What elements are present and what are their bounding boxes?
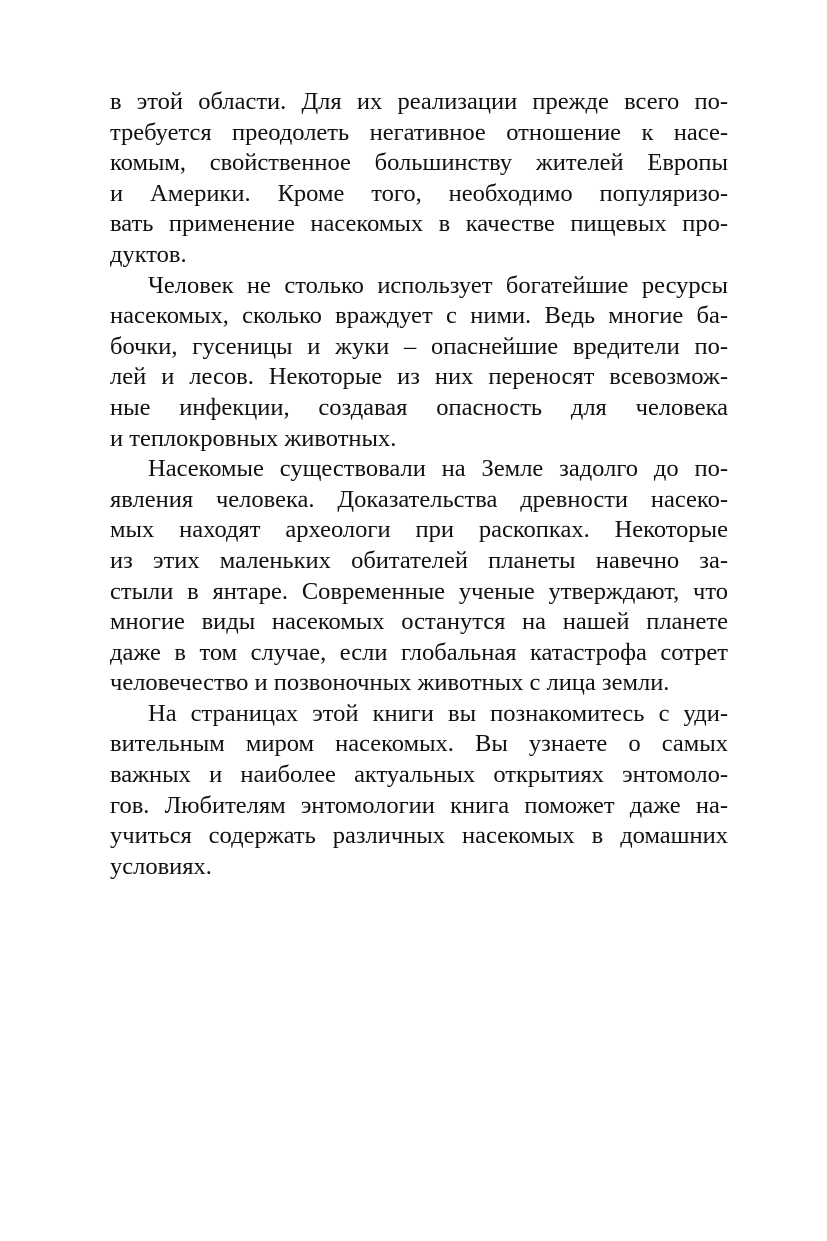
text-line: условиях. (110, 852, 212, 880)
text-line: комым, свойственное большинству жителей Европы (110, 149, 728, 177)
text-line: учиться содержать различных насекомых в домашних (110, 822, 728, 850)
text-line: требуется преодолеть негативное отношение к насе- (110, 118, 728, 146)
text-line: важных и наиболее актуальных открытиях энтомоло- (110, 761, 728, 789)
text-line: в этой области. Для их реализации прежде всего по- (110, 88, 728, 115)
text-line: На страницах этой книги вы познакомитесь с уди- (148, 699, 728, 727)
text-line: вительным миром насекомых. Вы узнаете о самых (110, 730, 728, 758)
text-line: многие виды насекомых останутся на нашей планете (110, 608, 728, 636)
paragraph-2 (110, 271, 728, 455)
text-line: ные инфекции, создавая опасность для человека (110, 393, 728, 421)
text-line: стыли в янтаре. Современные ученые утверждают, что (110, 577, 728, 605)
text-line: лей и лесов. Некоторые из них переносят всевозмож- (110, 363, 728, 391)
paragraph-1 (110, 87, 728, 271)
text-line: мых находят археологи при раскопках. Некоторые (110, 516, 728, 544)
text-line: даже в том случае, если глобальная катастрофа сотрет (110, 638, 728, 666)
text-line: и теплокровных животных. (110, 424, 397, 452)
text-line: насекомых, сколько враждует с ними. Ведь многие ба- (110, 302, 728, 330)
paragraph-4 (110, 699, 728, 883)
text-line: вать применение насекомых в качестве пищевых про- (110, 210, 728, 238)
paragraph-3 (110, 454, 728, 699)
text-line: явления человека. Доказательства древности насеко- (110, 485, 728, 513)
text-line: бочки, гусеницы и жуки – опаснейшие вредители по- (110, 332, 728, 360)
text-line: и Америки. Кроме того, необходимо популяризо- (110, 179, 728, 207)
text-line: гов. Любителям энтомологии книга поможет даже на- (110, 791, 728, 819)
text-line: Насекомые существовали на Земле задолго до по- (148, 455, 728, 483)
text-line: из этих маленьких обитателей планеты навечно за- (110, 546, 728, 574)
text-line: человечество и позвоночных животных с лица земли. (110, 669, 670, 697)
text-line: дуктов. (110, 240, 187, 268)
text-line: Человек не столько использует богатейшие ресурсы (148, 271, 728, 299)
page-body (110, 87, 728, 882)
